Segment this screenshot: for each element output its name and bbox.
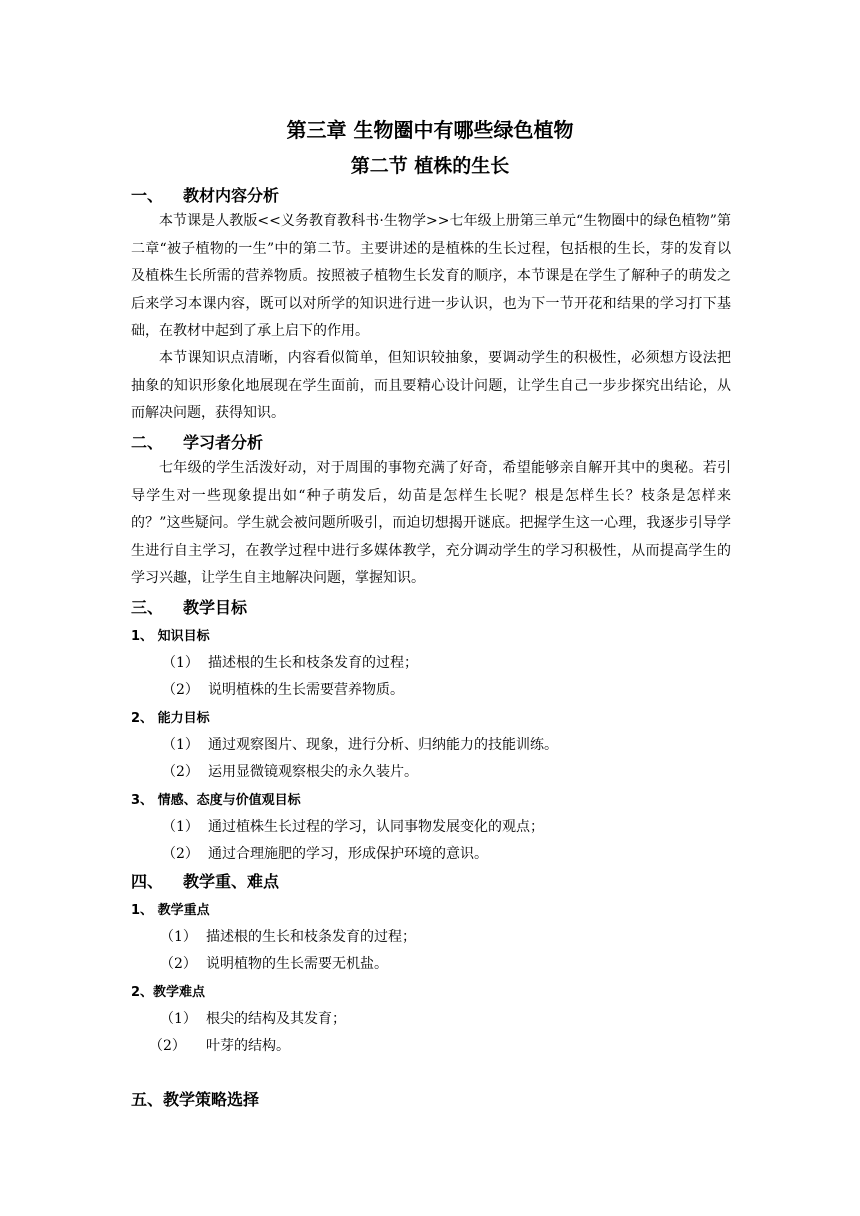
subsection-heading: 2、 能力目标 [131,711,210,726]
list-item: （1） 通过观察图片、现象，进行分析、归纳能力的技能训练。 [162,737,558,753]
section-number: 一、 [131,186,164,205]
section-heading-5: 五、教学策略选择 [131,1090,260,1109]
section-heading-2 [131,430,263,453]
list-item: （2） 运用显微镜观察根尖的永久装片。 [162,764,418,780]
paragraph: 本节课知识点清晰，内容看似简单，但知识较抽象，要调动学生的积极性，必须想方设法把抽象的知识形象化地展现在学生面前，而且要精心设计问题，让学生自己一步步探究出结论，从而解决问题，获得知识。 [131,350,731,421]
section-title: 第二节 植株的生长 [350,155,510,177]
section-number: 三、 [131,598,164,617]
section-number: 二、 [131,433,164,452]
paragraph: 本节课是人教版<<义务教育教科书·生物学>>七年级上册第三单元“生物圈中的绿色植物”第二章“被子植物的一生”中的第二节。主要讲述的是植株的生长过程，包括根的生长，芽的发育以及植株生长所需的营养物质。按照被子植物生长发育的顺序，本节课是在学生了解种子的萌发之后来学习本课内容，既可以对所学的知识进行进一步认识，也为下一节开花和结果的学习打下基础，在教材中起到了承上启下的作用。 [131,213,731,339]
section-heading-1 [131,183,279,206]
list-item: （2） 说明植株的生长需要营养物质。 [162,682,404,698]
subsection-heading: 2、教学难点 [131,985,206,1000]
section-heading-text: 教学目标 [183,598,248,617]
subsection-heading: 1、 知识目标 [131,629,210,644]
list-item: （2） 叶芽的结构。 [149,1038,290,1054]
subsection-heading: 1、 教学重点 [131,903,210,918]
section-heading-text: 教材内容分析 [183,186,280,205]
list-item: （2） 通过合理施肥的学习，形成保护环境的意识。 [162,846,488,862]
list-item: （1） 描述根的生长和枝条发育的过程； [162,655,418,671]
list-item: （1） 描述根的生长和枝条发育的过程； [160,929,416,945]
list-item: （2） 说明植物的生长需要无机盐。 [160,956,388,972]
subsection-heading: 3、 情感、态度与价值观目标 [131,793,301,808]
chapter-title: 第三章 生物圈中有哪些绿色植物 [286,118,574,142]
section-heading-text: 教学重、难点 [183,872,280,891]
section-number: 四、 [131,872,164,891]
section-heading-text: 学习者分析 [183,433,264,452]
paragraph: 七年级的学生活泼好动，对于周围的事物充满了好奇，希望能够亲自解开其中的奥秘。若引导学生对一些现象提出如“种子萌发后，幼苗是怎样生长呢？根是怎样生长？枝条是怎样来的？”这些疑问。学生就会被问题所吸引，而迫切想揭开谜底。把握学生这一心理，我逐步引导学生进行自主学习，在教学过程中进行多媒体教学，充分调动学生的学习积极性，从而提高学生的学习兴趣，让学生自主地解决问题，掌握知识。 [131,460,731,586]
section-heading-4 [131,869,279,892]
list-item: （1） 根尖的结构及其发育； [160,1011,346,1027]
list-item: （1） 通过植株生长过程的学习，认同事物发展变化的观点； [162,819,544,835]
section-heading-3 [131,595,247,618]
